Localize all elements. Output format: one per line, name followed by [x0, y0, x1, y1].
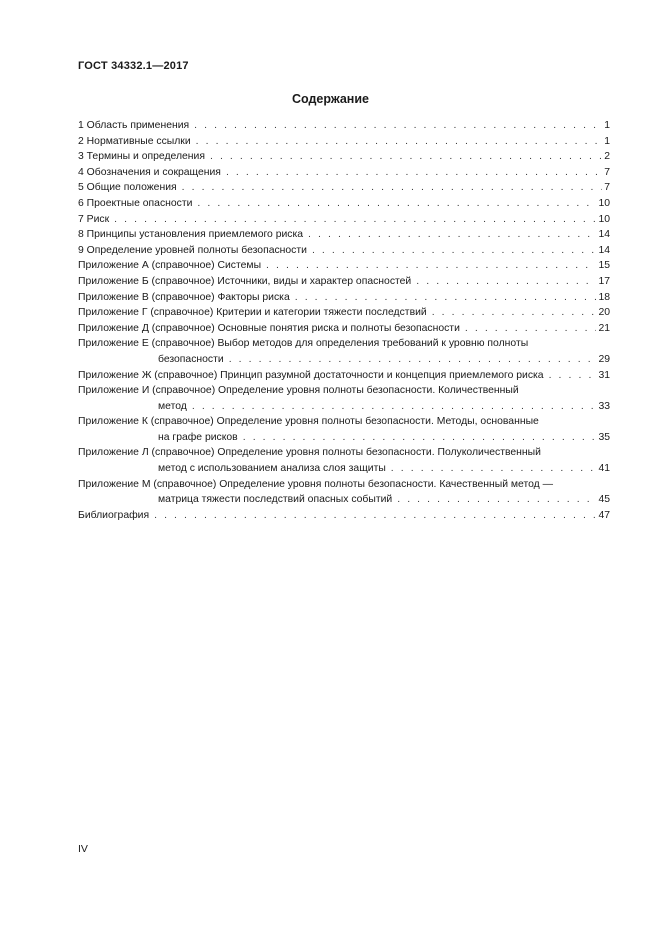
toc-entry-page: 15	[598, 260, 610, 272]
toc-entry[interactable]	[78, 258, 610, 274]
toc-entry-page: 7	[604, 182, 610, 194]
toc-entry-title: метод	[158, 400, 187, 412]
toc-entry-page: 1	[604, 135, 610, 147]
page-number: IV	[78, 843, 88, 855]
toc-entry-page: 21	[598, 322, 610, 334]
toc-entry-page: 20	[598, 307, 610, 319]
dot-leader	[295, 290, 597, 306]
toc-entry-page: 17	[598, 275, 610, 287]
toc-entry-title: Приложение Д (справочное) Основные понятия риска и полноты безопасности	[78, 322, 460, 334]
toc-entry[interactable]	[78, 134, 610, 150]
table-of-contents	[78, 118, 610, 523]
dot-leader	[243, 430, 597, 446]
toc-entry-page: 29	[598, 353, 610, 365]
toc-entry-title: 3 Термины и определения	[78, 151, 205, 163]
toc-entry-title: Библиография	[78, 509, 150, 521]
document-header: ГОСТ 34332.1—2017	[78, 60, 189, 72]
dot-leader	[391, 461, 597, 477]
dot-leader	[192, 399, 597, 415]
toc-entry[interactable]	[78, 368, 610, 384]
toc-entry-title: 2 Нормативные ссылки	[78, 135, 191, 147]
toc-entry[interactable]	[78, 336, 610, 367]
toc-entry[interactable]	[78, 477, 610, 508]
toc-entry-page: 45	[598, 494, 610, 506]
toc-entry-page: 35	[598, 431, 610, 443]
toc-entry[interactable]	[78, 414, 610, 445]
toc-entry-title: Приложение Л (справочное) Определение уровня полноты безопасности. Полуколичественный	[78, 447, 541, 459]
dot-leader	[229, 352, 597, 368]
toc-entry[interactable]	[78, 243, 610, 259]
toc-entry-title: Приложение Ж (справочное) Принцип разумной достаточности и концепция приемлемого риска	[78, 369, 544, 381]
toc-entry-title: 9 Определение уровней полноты безопасности	[78, 244, 307, 256]
page-title: Содержание	[291, 92, 369, 106]
toc-entry-title: Приложение М (справочное) Определение уровня полноты безопасности. Качественный метод —	[78, 478, 553, 490]
dot-leader	[197, 196, 596, 212]
toc-entry-title: метод с использованием анализа слоя защиты	[158, 463, 386, 475]
toc-entry-title: на графе рисков	[158, 431, 238, 443]
toc-entry[interactable]	[78, 149, 610, 165]
dot-leader	[196, 134, 603, 150]
dot-leader	[266, 258, 596, 274]
toc-entry-page: 33	[598, 400, 610, 412]
dot-leader	[397, 492, 596, 508]
toc-entry-title: Приложение Б (справочное) Источники, виды и характер опасностей	[78, 275, 412, 287]
toc-entry-page: 2	[604, 151, 610, 163]
toc-entry-title: 6 Проектные опасности	[78, 197, 193, 209]
dot-leader	[226, 165, 602, 181]
toc-entry[interactable]	[78, 305, 610, 321]
toc-entry-page: 47	[598, 509, 610, 521]
toc-entry[interactable]	[78, 165, 610, 181]
toc-entry-page: 1	[604, 120, 610, 131]
toc-entry[interactable]	[78, 508, 610, 524]
toc-entry-title: Приложение И (справочное) Определение уровня полноты безопасности. Количественный	[78, 385, 519, 397]
toc-entry-page: 18	[598, 291, 610, 303]
dot-leader	[549, 368, 597, 384]
toc-entry[interactable]	[78, 321, 610, 337]
toc-entry[interactable]	[78, 445, 610, 476]
toc-entry-page: 7	[604, 166, 610, 178]
toc-entry-page: 31	[598, 369, 610, 381]
toc-entry-page: 10	[598, 197, 610, 209]
dot-leader	[210, 149, 602, 165]
toc-entry-title: 8 Принципы установления приемлемого риска	[78, 229, 304, 241]
dot-leader	[312, 243, 596, 259]
toc-entry-title: безопасности	[158, 353, 224, 365]
toc-entry[interactable]	[78, 212, 610, 228]
toc-entry-title: матрица тяжести последствий опасных событий	[158, 494, 393, 506]
toc-entry[interactable]	[78, 196, 610, 212]
dot-leader	[465, 321, 597, 337]
toc-entry-title: 5 Общие положения	[78, 182, 177, 194]
toc-entry[interactable]	[78, 274, 610, 290]
toc-entry[interactable]	[78, 383, 610, 414]
toc-entry-title: Приложение А (справочное) Системы	[78, 260, 262, 272]
dot-leader	[416, 274, 596, 290]
dot-leader	[182, 180, 603, 196]
toc-entry-title: Приложение Е (справочное) Выбор методов для определения требований к уровню полноты	[78, 338, 529, 350]
toc-entry-title: Приложение В (справочное) Факторы риска	[78, 291, 290, 303]
toc-entry-title: 1 Область применения	[78, 120, 190, 131]
toc-entry-title: 7 Риск	[78, 213, 110, 225]
toc-entry-title: Приложение Г (справочное) Критерии и категории тяжести последствий	[78, 307, 427, 319]
dot-leader	[308, 227, 596, 243]
dot-leader	[194, 118, 602, 134]
dot-leader	[432, 305, 597, 321]
toc-entry-page: 14	[598, 229, 610, 241]
toc-entry-page: 14	[598, 244, 610, 256]
toc-entry[interactable]	[78, 180, 610, 196]
toc-entry-page: 41	[598, 463, 610, 475]
toc-entry-title: Приложение К (справочное) Определение уровня полноты безопасности. Методы, основанные	[78, 416, 539, 428]
dot-leader	[114, 212, 596, 228]
toc-entry[interactable]	[78, 227, 610, 243]
toc-entry-title: 4 Обозначения и сокращения	[78, 166, 221, 178]
toc-entry-page: 10	[598, 213, 610, 225]
dot-leader	[154, 508, 596, 524]
toc-entry[interactable]	[78, 118, 610, 134]
toc-entry[interactable]	[78, 290, 610, 306]
